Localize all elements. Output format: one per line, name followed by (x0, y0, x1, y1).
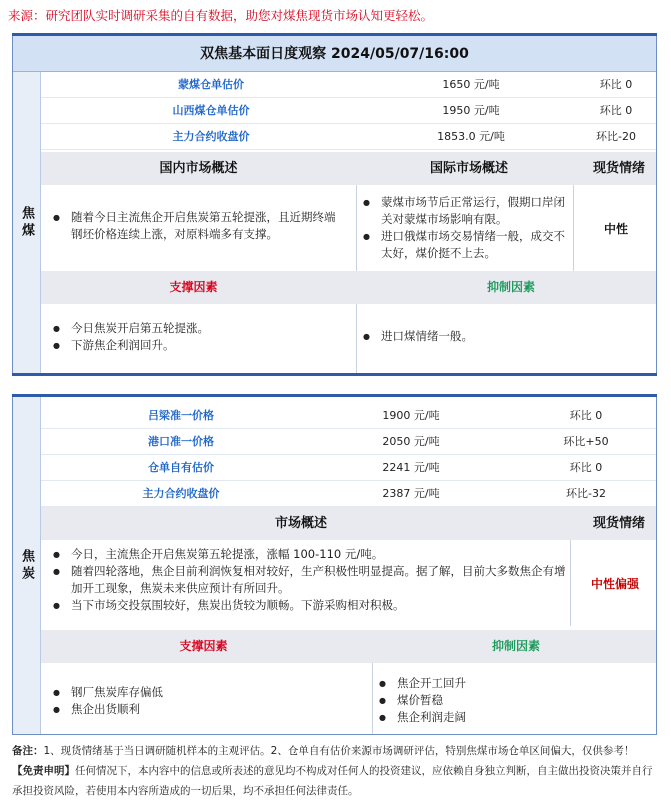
disclaimer-label: 【免责申明】 (12, 765, 75, 777)
inhibit-factors (359, 328, 639, 345)
price-label: 吕梁准一价格 (148, 409, 214, 422)
price-change: 环比+50 (563, 435, 609, 448)
disclaimer-text: 任何情况下，本内容中的信息或所表述的意见均不构成对任何人的投资建议，应依赖自身独立判断，自主做出投资决策并自行承担投资风险，若使用本内容所造成的一切后果，均不承担任何法律责任。 (12, 765, 653, 797)
source-note: 来源：研究团队实时调研采集的自有数据，助您对煤焦现货市场认知更轻松。 (8, 8, 434, 23)
support-header: 支撑因素 (169, 280, 218, 294)
sentiment-value: 中性偏强 (590, 577, 639, 591)
side-label-coking-coal: 焦煤 (13, 72, 41, 373)
coke-panel (12, 396, 657, 735)
divider (356, 185, 357, 271)
divider (573, 185, 574, 271)
price-row (41, 455, 656, 481)
price-row (41, 481, 656, 507)
price-value: 2050 元/吨 (382, 435, 440, 448)
remark-text: 1、现货情绪基于当日调研随机样本的主观评估。2、仓单自有估价来源市场调研评估，特别焦煤市场仓单区间偏大，仅供参考！ (43, 745, 635, 757)
remark-label: 备注： (12, 745, 44, 757)
price-value: 2241 元/吨 (382, 461, 440, 474)
panel-top-bar (12, 394, 657, 397)
sentiment-header: 现货情绪 (592, 161, 645, 176)
sentiment-value: 中性 (603, 222, 628, 236)
inhibit-header: 抑制因素 (491, 639, 540, 653)
list-item: ● 焦企开工回升 (375, 675, 645, 692)
price-value: 1650 元/吨 (442, 78, 500, 91)
price-label: 主力合约收盘价 (172, 130, 250, 143)
disclaimer (12, 761, 660, 801)
price-row (41, 72, 656, 98)
divider (372, 663, 373, 734)
list-item: ● 随着四轮落地，焦企目前利润恢复相对较好，生产积极性明显提高。据了解，目前大多数焦企有增加开工现象，焦炭未来供应预计有所回升。 (49, 563, 569, 597)
price-row (41, 98, 656, 124)
list-item: ● 钢厂焦炭库存偏低 (49, 684, 369, 701)
list-item: ● 下游焦企利润回升。 (49, 337, 349, 354)
market-overview (49, 546, 569, 614)
support-factors (49, 320, 349, 354)
price-label: 港口准一价格 (148, 435, 214, 448)
price-change: 环比 0 (599, 104, 633, 117)
list-item: ● 煤价暂稳 (375, 692, 645, 709)
divider (570, 540, 571, 626)
support-header: 支撑因素 (179, 639, 228, 653)
price-label: 主力合约收盘价 (142, 487, 220, 500)
list-item: ● 进口俄煤市场交易情绪一般，成交不太好，煤价挺不上去。 (359, 228, 573, 262)
factors-header-band (41, 271, 656, 304)
divider (356, 304, 357, 373)
price-change: 环比 0 (599, 78, 633, 91)
price-change: 环比-32 (566, 487, 606, 500)
international-header: 国际市场概述 (429, 161, 508, 176)
list-item: ● 当下市场交投氛围较好，焦炭出货较为顺畅。下游采购相对积极。 (49, 597, 569, 614)
overview-header: 市场概述 (274, 516, 327, 531)
list-item: ● 蒙煤市场节后正常运行，假期口岸闭关对蒙煤市场影响有限。 (359, 194, 573, 228)
price-value: 2387 元/吨 (382, 487, 440, 500)
price-row (41, 124, 656, 150)
list-item: ● 焦企出货顺利 (49, 701, 369, 718)
price-change: 环比-20 (596, 130, 636, 143)
panel-bottom-bar (12, 373, 657, 376)
list-item: ● 今日，主流焦企开启焦炭第五轮提涨，涨幅 100-110 元/吨。 (49, 546, 569, 563)
side-label-coke: 焦炭 (13, 397, 41, 734)
footer-notes (12, 741, 660, 801)
domestic-header: 国内市场概述 (159, 161, 238, 176)
list-item: ● 随着今日主流焦企开启焦炭第五轮提涨，且近期终端钢坯价格连续上涨，对原料端多有支撑。 (49, 209, 344, 243)
support-factors (49, 684, 369, 718)
sentiment-header: 现货情绪 (592, 516, 645, 531)
price-value: 1950 元/吨 (442, 104, 500, 117)
factors-header-band (41, 630, 656, 663)
price-row (41, 429, 656, 455)
list-item: ● 进口煤情绪一般。 (359, 328, 639, 345)
price-label: 仓单自有估价 (148, 461, 214, 474)
remark (12, 741, 660, 761)
price-change: 环比 0 (569, 409, 603, 422)
price-value: 1853.0 元/吨 (437, 130, 505, 143)
price-change: 环比 0 (569, 461, 603, 474)
panel-top-bar (12, 33, 657, 36)
panel-title: 双焦基本面日度观察 2024/05/07/16:00 (13, 36, 656, 72)
list-item: ● 今日焦炭开启第五轮提涨。 (49, 320, 349, 337)
price-value: 1900 元/吨 (382, 409, 440, 422)
coking-coal-panel (12, 35, 657, 374)
list-item: ● 焦企利润走阔 (375, 709, 645, 726)
overview-header-band (41, 507, 656, 540)
inhibit-factors (375, 675, 645, 726)
price-label: 蒙煤仓单估价 (178, 78, 244, 91)
price-row (41, 403, 656, 429)
domestic-overview (49, 209, 344, 243)
inhibit-header: 抑制因素 (486, 280, 535, 294)
overview-header-band (41, 152, 656, 185)
international-overview (359, 194, 573, 262)
price-label: 山西煤仓单估价 (172, 104, 250, 117)
